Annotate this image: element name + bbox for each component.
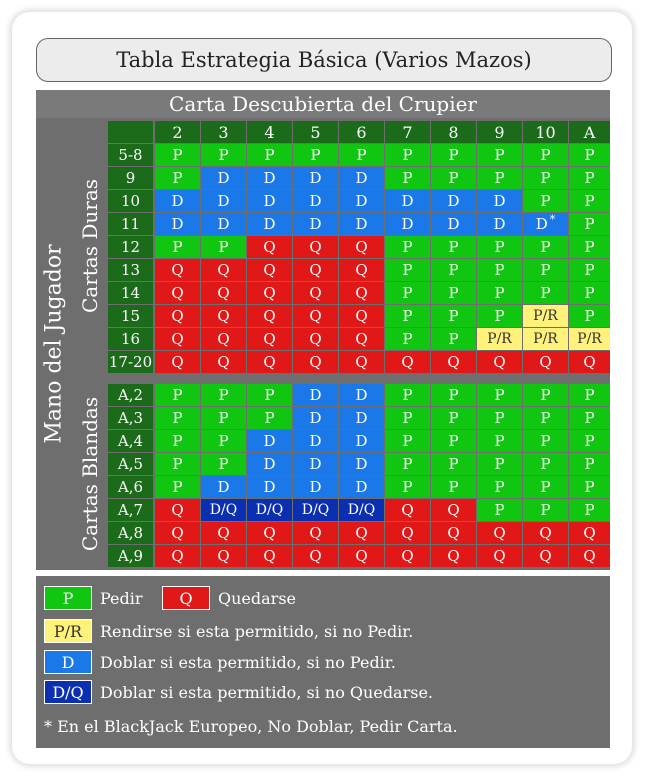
soft-cell: P (431, 384, 476, 406)
legend-stand-swatch: Q (162, 586, 210, 610)
hard-cell: D * (523, 213, 568, 235)
dealer-card-9: 9 (477, 121, 522, 143)
soft-cell: Q (523, 522, 568, 544)
hard-cell: Q (339, 236, 384, 258)
soft-cell: P (523, 430, 568, 452)
hard-cell: Q (155, 351, 200, 373)
legend-surrender-swatch: P/R (44, 619, 92, 643)
hard-cell: D (201, 167, 246, 189)
soft-cell: D (293, 453, 338, 475)
dealer-card-5: 5 (293, 121, 338, 143)
hard-cell: Q (293, 259, 338, 281)
hard-cell: P (569, 213, 610, 235)
hard-cell: P/R (523, 305, 568, 327)
soft-cell: P (431, 407, 476, 429)
hard-cell: P (431, 167, 476, 189)
soft-cell: D/Q (339, 499, 384, 521)
soft-row-label: A,8 (108, 522, 153, 544)
hard-cell: D (201, 213, 246, 235)
soft-cell: D/Q (247, 499, 292, 521)
footnote: * En el BlackJack Europeo, No Doblar, Pedir Carta. (44, 717, 458, 736)
hard-cell: P/R (523, 328, 568, 350)
dealer-card-3: 3 (201, 121, 246, 143)
hard-cell: Q (477, 351, 522, 373)
hard-cell: D (431, 213, 476, 235)
soft-cell: P (247, 384, 292, 406)
hard-cell: Q (385, 351, 430, 373)
dealer-card-A: A (569, 121, 610, 143)
hard-cell: Q (569, 351, 610, 373)
soft-cell: Q (339, 545, 384, 567)
legend-surrender-text: Rendirse si esta permitido, si no Pedir. (100, 622, 414, 641)
dealer-card-2: 2 (155, 121, 200, 143)
hard-cell: D (293, 213, 338, 235)
soft-row-label: A,5 (108, 453, 153, 475)
hard-row-label: 14 (108, 282, 153, 304)
soft-cell: Q (385, 499, 430, 521)
hard-cell: Q (339, 259, 384, 281)
soft-cell: D (293, 430, 338, 452)
hard-cell: Q (201, 351, 246, 373)
hard-cell: P (523, 144, 568, 166)
soft-cell: D/Q (293, 499, 338, 521)
hard-row-label: 5-8 (108, 144, 153, 166)
hard-cell: Q (339, 282, 384, 304)
soft-cell: Q (569, 522, 610, 544)
soft-cell: P (477, 430, 522, 452)
soft-cell: Q (155, 522, 200, 544)
hard-cell: D (339, 213, 384, 235)
hard-cell: P (477, 305, 522, 327)
dealer-card-6: 6 (339, 121, 384, 143)
soft-cell: P (247, 407, 292, 429)
soft-cell: Q (247, 522, 292, 544)
hard-cell: P (155, 144, 200, 166)
legend-double-text: Doblar si esta permitido, si no Pedir. (100, 653, 396, 672)
hard-cell: P (431, 282, 476, 304)
soft-hands-label: Cartas Blandas (78, 396, 102, 552)
page-title: Tabla Estrategia Básica (Varios Mazos) (36, 38, 612, 82)
hard-cell: D (201, 190, 246, 212)
soft-cell: P (477, 453, 522, 475)
hard-cell: P/R (477, 328, 522, 350)
hard-cell: Q (155, 282, 200, 304)
hard-cell: Q (155, 328, 200, 350)
legend-stand-text: Quedarse (218, 589, 296, 608)
soft-cell: Q (477, 522, 522, 544)
legend-panel (36, 576, 610, 748)
player-hand-label: Mano del Jugador (41, 244, 67, 444)
soft-cell: P (201, 453, 246, 475)
hard-cell: P (339, 144, 384, 166)
hard-cell: D (339, 167, 384, 189)
hard-cell: D (293, 167, 338, 189)
hard-cell: Q (155, 259, 200, 281)
hard-cell: D (155, 213, 200, 235)
soft-cell: P (431, 476, 476, 498)
soft-cell: P (569, 384, 610, 406)
hard-cell: P (523, 282, 568, 304)
hard-cell: P (201, 144, 246, 166)
soft-cell: Q (339, 522, 384, 544)
soft-row-label: A,9 (108, 545, 153, 567)
soft-cell: P (385, 476, 430, 498)
hard-cell: Q (247, 305, 292, 327)
soft-cell: P (477, 407, 522, 429)
soft-cell: Q (201, 545, 246, 567)
soft-cell: D/Q (201, 499, 246, 521)
hard-cell: P (385, 328, 430, 350)
soft-cell: D (339, 476, 384, 498)
soft-cell: D (293, 384, 338, 406)
hard-cell: P/R (569, 328, 610, 350)
footnote-star: * (549, 212, 556, 226)
soft-cell: D (293, 407, 338, 429)
hard-cell: P (431, 259, 476, 281)
soft-cell: P (523, 476, 568, 498)
soft-row-label: A,6 (108, 476, 153, 498)
hard-cell: D (385, 190, 430, 212)
soft-cell: D (293, 476, 338, 498)
soft-cell: D (201, 476, 246, 498)
hard-row-label: 17-20 (108, 353, 153, 371)
soft-cell: Q (155, 545, 200, 567)
hard-cell: Q (339, 328, 384, 350)
soft-cell: D (339, 430, 384, 452)
soft-cell: Q (293, 545, 338, 567)
soft-cell: P (569, 476, 610, 498)
hard-cell: Q (293, 328, 338, 350)
hard-cell: P (431, 236, 476, 258)
hard-cell: P (569, 190, 610, 212)
soft-cell: P (569, 453, 610, 475)
hard-cell: P (569, 282, 610, 304)
hard-row-label: 16 (108, 328, 153, 350)
soft-cell: P (201, 407, 246, 429)
soft-cell: P (569, 499, 610, 521)
hard-row-label: 15 (108, 305, 153, 327)
legend-hit-text: Pedir (100, 589, 143, 608)
hard-cell: D (155, 190, 200, 212)
hard-cell: D (293, 190, 338, 212)
hard-cell: P (477, 167, 522, 189)
soft-cell: Q (477, 545, 522, 567)
soft-cell: P (523, 384, 568, 406)
hard-hands-label: Cartas Duras (78, 178, 102, 314)
hard-cell: P (385, 305, 430, 327)
hard-cell: D (247, 213, 292, 235)
hard-cell: Q (247, 328, 292, 350)
hard-cell: D (247, 190, 292, 212)
hard-cell: P (201, 236, 246, 258)
hard-cell: D (247, 167, 292, 189)
soft-cell: Q (385, 545, 430, 567)
hard-cell: D (339, 190, 384, 212)
hard-cell: Q (247, 236, 292, 258)
hard-cell: P (477, 282, 522, 304)
soft-cell: D (247, 476, 292, 498)
hard-cell: Q (339, 305, 384, 327)
soft-cell: P (155, 384, 200, 406)
hard-cell: Q (201, 305, 246, 327)
dealer-card-7: 7 (385, 121, 430, 143)
hard-cell: D (431, 190, 476, 212)
soft-cell: P (569, 430, 610, 452)
hard-cell: P (431, 328, 476, 350)
hard-cell: Q (247, 259, 292, 281)
hard-cell: Q (523, 351, 568, 373)
soft-cell: D (339, 407, 384, 429)
dealer-card-4: 4 (247, 121, 292, 143)
soft-cell: D (247, 430, 292, 452)
hard-cell: P (523, 236, 568, 258)
hard-cell: Q (293, 305, 338, 327)
hard-cell: P (477, 144, 522, 166)
soft-cell: P (385, 407, 430, 429)
soft-cell: D (339, 384, 384, 406)
hard-cell: P (569, 236, 610, 258)
hard-cell: Q (339, 351, 384, 373)
hard-row-label: 10 (108, 190, 153, 212)
hard-row-label: 11 (108, 213, 153, 235)
hard-cell: P (155, 236, 200, 258)
hard-row-label: 13 (108, 259, 153, 281)
hard-cell: P (155, 167, 200, 189)
hard-cell: P (477, 236, 522, 258)
hard-cell: D (477, 190, 522, 212)
hard-cell: P (523, 190, 568, 212)
soft-cell: P (523, 407, 568, 429)
hard-cell: Q (293, 282, 338, 304)
hard-cell: P (569, 144, 610, 166)
soft-cell: Q (431, 522, 476, 544)
soft-cell: P (477, 499, 522, 521)
soft-cell: Q (385, 522, 430, 544)
soft-cell: P (385, 384, 430, 406)
soft-cell: P (155, 430, 200, 452)
hard-cell: P (293, 144, 338, 166)
soft-cell: P (477, 476, 522, 498)
dealer-card-10: 10 (523, 121, 568, 143)
hard-cell: Q (247, 282, 292, 304)
legend-double-stand-text: Doblar si esta permitido, si no Quedarse. (100, 683, 434, 702)
soft-cell: D (247, 453, 292, 475)
header-corner (108, 121, 153, 143)
soft-cell: P (385, 430, 430, 452)
hard-cell: P (385, 236, 430, 258)
soft-cell: P (201, 384, 246, 406)
hard-cell: Q (201, 328, 246, 350)
hard-cell: P (431, 144, 476, 166)
soft-cell: P (569, 407, 610, 429)
legend-hit-swatch: P (44, 586, 92, 610)
soft-row-label: A,2 (108, 384, 153, 406)
soft-cell: D (339, 453, 384, 475)
hard-cell: P (247, 144, 292, 166)
dealer-card-8: 8 (431, 121, 476, 143)
hard-cell: P (431, 305, 476, 327)
soft-cell: Q (293, 522, 338, 544)
hard-cell: P (569, 167, 610, 189)
hard-cell: Q (201, 259, 246, 281)
hard-cell: P (569, 259, 610, 281)
hard-cell: P (385, 167, 430, 189)
hard-cell: Q (431, 351, 476, 373)
hard-cell: Q (155, 305, 200, 327)
soft-cell: P (431, 430, 476, 452)
hard-cell: Q (247, 351, 292, 373)
hard-cell: D (477, 213, 522, 235)
soft-cell: Q (569, 545, 610, 567)
hard-cell: Q (293, 351, 338, 373)
hard-cell: D (385, 213, 430, 235)
soft-cell: P (385, 453, 430, 475)
legend-double-stand-swatch: D/Q (44, 680, 92, 704)
hard-cell: P (569, 305, 610, 327)
soft-cell: Q (201, 522, 246, 544)
soft-cell: Q (155, 499, 200, 521)
soft-cell: P (155, 453, 200, 475)
soft-cell: P (201, 430, 246, 452)
soft-cell: P (477, 384, 522, 406)
soft-cell: P (523, 453, 568, 475)
hard-row-label: 9 (108, 167, 153, 189)
hard-cell: P (385, 144, 430, 166)
hard-cell: P (477, 259, 522, 281)
hard-cell: Q (293, 236, 338, 258)
hard-cell: P (385, 282, 430, 304)
soft-cell: P (155, 407, 200, 429)
hard-cell: P (385, 259, 430, 281)
soft-cell: P (523, 499, 568, 521)
soft-row-label: A,3 (108, 407, 153, 429)
dealer-card-header: Carta Descubierta del Crupier (36, 90, 610, 118)
hard-cell: Q (201, 282, 246, 304)
hard-row-label: 12 (108, 236, 153, 258)
soft-row-label: A,4 (108, 430, 153, 452)
hard-cell: P (523, 259, 568, 281)
soft-cell: Q (247, 545, 292, 567)
soft-cell: Q (431, 545, 476, 567)
soft-row-label: A,7 (108, 499, 153, 521)
soft-cell: P (431, 453, 476, 475)
soft-cell: Q (431, 499, 476, 521)
soft-cell: Q (523, 545, 568, 567)
soft-cell: P (155, 476, 200, 498)
legend-double-swatch: D (44, 650, 92, 674)
hard-cell: P (523, 167, 568, 189)
